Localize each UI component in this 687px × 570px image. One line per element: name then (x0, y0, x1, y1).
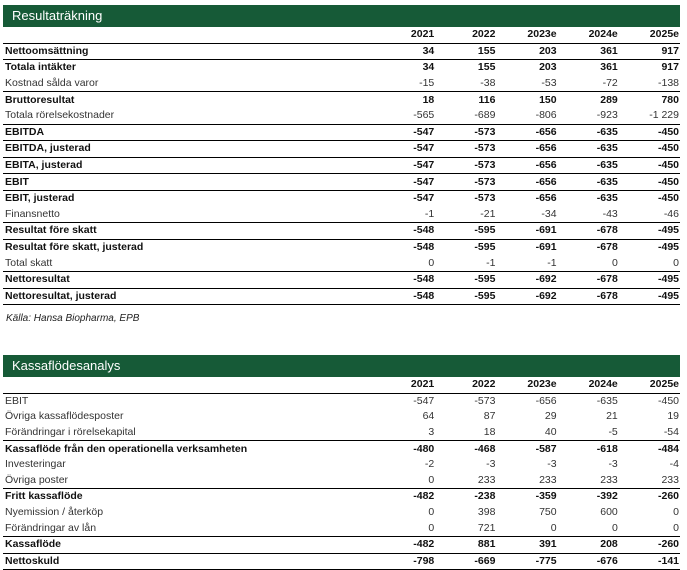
row-label: Övriga poster (5, 473, 69, 486)
row-label: Total skatt (5, 256, 53, 269)
year-header: 2025e (619, 377, 680, 393)
row-value: -238 (435, 489, 496, 505)
row-value: -450 (619, 157, 680, 174)
row-value: 361 (558, 60, 619, 76)
row-value: 233 (539, 473, 557, 486)
table-row (3, 43, 680, 60)
cashflow-header-row (3, 377, 680, 393)
row-value: -573 (435, 190, 496, 206)
year-header: 2023e (496, 377, 557, 393)
table-row (3, 174, 680, 191)
row-value: -587 (496, 441, 557, 457)
row-value: -482 (374, 489, 435, 505)
row-label: Kassaflöde (3, 536, 374, 553)
row-value: 0 (428, 256, 435, 269)
row-label: Resultat före skatt, justerad (3, 239, 374, 255)
table-row (3, 207, 680, 223)
row-value: -547 (413, 394, 435, 407)
row-value: -618 (558, 441, 619, 457)
label-column-header (3, 27, 374, 43)
row-value: -495 (619, 223, 680, 240)
year-header: 2021 (374, 377, 435, 393)
year-header: 2024e (558, 377, 619, 393)
row-value: -43 (602, 207, 618, 220)
row-label: EBITDA (3, 124, 374, 141)
row-label: Investeringar (5, 458, 66, 471)
row-value: 881 (435, 536, 496, 553)
row-value: 780 (619, 92, 680, 108)
row-value: -573 (435, 141, 496, 158)
row-value: 233 (661, 473, 679, 486)
row-value: -450 (619, 124, 680, 141)
row-value: -678 (558, 288, 619, 305)
row-value: -450 (619, 190, 680, 206)
year-header: 2022 (435, 377, 496, 393)
row-value: -547 (374, 174, 435, 191)
row-value: 0 (673, 256, 679, 269)
row-value: -1 (486, 256, 496, 269)
row-label: EBITA, justerad (3, 157, 374, 174)
row-value: -806 (535, 109, 557, 122)
row-value: -595 (435, 239, 496, 255)
row-value: 18 (483, 426, 496, 439)
table-row (3, 393, 680, 409)
row-value: -141 (619, 553, 680, 570)
row-label: Kassaflöde från den operationella verksamheten (3, 441, 374, 457)
row-value: 19 (667, 410, 679, 423)
table-row (3, 157, 680, 174)
row-label: Fritt kassaflöde (3, 489, 374, 505)
row-label: EBIT (5, 394, 29, 407)
row-value: 87 (483, 410, 496, 423)
income-header-row (3, 27, 680, 43)
row-value: -450 (619, 174, 680, 191)
row-value: 0 (673, 506, 679, 519)
row-value: 0 (673, 521, 679, 534)
table-row (3, 239, 680, 255)
row-label: Totala intäkter (3, 60, 374, 76)
row-value: 18 (374, 92, 435, 108)
row-value: -1 (547, 256, 557, 269)
row-value: 917 (619, 60, 680, 76)
row-label: Nettoomsättning (5, 44, 89, 57)
row-value: -565 (413, 109, 435, 122)
row-value: -656 (535, 394, 557, 407)
year-header: 2022 (435, 27, 496, 43)
table-row (3, 271, 680, 288)
row-value: -635 (558, 174, 619, 191)
table-row (3, 441, 680, 457)
row-value: -692 (496, 288, 557, 305)
row-value: -3 (486, 458, 496, 471)
row-value: -548 (374, 271, 435, 288)
row-value: 203 (539, 44, 557, 57)
row-label: Finansnetto (5, 207, 60, 220)
row-value: 40 (544, 426, 557, 439)
table-row (3, 536, 680, 553)
cashflow-title: Kassaflödesanalys (3, 355, 680, 377)
table-row (3, 457, 680, 473)
table-row (3, 473, 680, 489)
row-label: Nyemission / återköp (5, 506, 104, 519)
row-value: -484 (619, 441, 680, 457)
row-value: -656 (496, 174, 557, 191)
row-value: -482 (374, 536, 435, 553)
table-row (3, 489, 680, 505)
row-value: 289 (558, 92, 619, 108)
row-value: -495 (619, 288, 680, 305)
row-value: 3 (428, 426, 435, 439)
row-label: EBIT (3, 174, 374, 191)
label-column-header (3, 377, 374, 393)
table-row (3, 288, 680, 305)
row-value: -678 (558, 239, 619, 255)
row-value: -138 (657, 77, 679, 90)
row-value: -656 (496, 157, 557, 174)
row-value: -635 (558, 157, 619, 174)
row-value: -691 (496, 223, 557, 240)
row-value: -3 (608, 458, 618, 471)
row-value: 155 (435, 60, 496, 76)
row-value: -450 (619, 141, 680, 158)
row-value: -547 (374, 157, 435, 174)
table-row (3, 553, 680, 570)
row-value: 917 (661, 44, 679, 57)
row-value: -691 (496, 239, 557, 255)
row-value: -573 (435, 124, 496, 141)
row-value: -573 (435, 174, 496, 191)
row-value: -656 (496, 124, 557, 141)
row-value: 0 (428, 506, 435, 519)
row-value: -678 (558, 223, 619, 240)
table-row (3, 60, 680, 76)
row-label: Nettoresultat, justerad (3, 288, 374, 305)
row-value: -595 (435, 271, 496, 288)
row-label: Förändringar i rörelsekapital (5, 426, 136, 439)
cashflow-table (3, 377, 680, 570)
table-row (3, 76, 680, 92)
table-row (3, 124, 680, 141)
row-value: -54 (663, 426, 679, 439)
row-value: 721 (477, 521, 496, 534)
row-value: -689 (474, 109, 496, 122)
row-label: EBIT, justerad (3, 190, 374, 206)
row-value: -72 (602, 77, 618, 90)
row-value: 391 (496, 536, 557, 553)
row-value: -692 (496, 271, 557, 288)
year-header: 2024e (558, 27, 619, 43)
year-header: 2021 (374, 27, 435, 43)
year-header: 2023e (496, 27, 557, 43)
table-row (3, 409, 680, 425)
row-value: 0 (428, 473, 435, 486)
row-value: -547 (374, 190, 435, 206)
row-value: 398 (477, 506, 496, 519)
row-value: -635 (558, 190, 619, 206)
row-value: -595 (435, 223, 496, 240)
row-label: Övriga kassaflödesposter (5, 410, 124, 423)
table-row (3, 190, 680, 206)
income-statement-title: Resultaträkning (3, 5, 680, 27)
row-value: 21 (606, 410, 618, 423)
row-value: 208 (558, 536, 619, 553)
row-value: -2 (424, 458, 435, 471)
table-row (3, 255, 680, 271)
row-value: -635 (558, 124, 619, 141)
row-value: -5 (608, 426, 618, 439)
row-value: -495 (619, 271, 680, 288)
table-row (3, 141, 680, 158)
source-note: Källa: Hansa Biopharma, EPB (6, 313, 140, 324)
row-value: -468 (435, 441, 496, 457)
row-value: 361 (600, 44, 618, 57)
row-label: Förändringar av lån (5, 521, 97, 534)
row-value: -1 229 (649, 109, 679, 122)
row-value: -923 (596, 109, 618, 122)
row-value: -548 (374, 239, 435, 255)
table-row (3, 505, 680, 521)
row-value: -798 (374, 553, 435, 570)
row-label: Kostnad sålda varor (5, 77, 99, 90)
row-value: -15 (419, 77, 435, 90)
row-value: 0 (611, 521, 618, 534)
row-label: Nettoresultat (3, 271, 374, 288)
row-value: 64 (422, 410, 435, 423)
row-value: 0 (611, 256, 618, 269)
row-value: -573 (435, 157, 496, 174)
row-value: -260 (619, 489, 680, 505)
year-header: 2025e (619, 27, 680, 43)
row-value: 600 (600, 506, 618, 519)
row-value: -4 (669, 458, 679, 471)
table-row (3, 425, 680, 441)
row-value: -3 (547, 458, 557, 471)
row-value: 155 (477, 44, 496, 57)
row-label: Totala rörelsekostnader (5, 109, 115, 122)
row-value: -21 (480, 207, 496, 220)
table-row (3, 223, 680, 240)
row-value: 150 (496, 92, 557, 108)
row-value: 233 (477, 473, 496, 486)
row-value: -656 (496, 190, 557, 206)
row-value: -480 (374, 441, 435, 457)
row-value: 29 (544, 410, 557, 423)
row-label: EBITDA, justerad (3, 141, 374, 158)
row-value: -678 (558, 271, 619, 288)
table-row (3, 92, 680, 108)
row-value: -450 (657, 394, 679, 407)
row-value: 116 (435, 92, 496, 108)
income-statement-table (3, 27, 680, 305)
row-value: -676 (558, 553, 619, 570)
row-value: -495 (619, 239, 680, 255)
row-value: 750 (539, 506, 557, 519)
row-value: -46 (663, 207, 679, 220)
row-value: -359 (496, 489, 557, 505)
row-value: -595 (435, 288, 496, 305)
row-value: -392 (558, 489, 619, 505)
row-value: -1 (424, 207, 435, 220)
row-value: 34 (422, 44, 435, 57)
row-value: -656 (496, 141, 557, 158)
row-label: Nettoskuld (3, 553, 374, 570)
row-value: -34 (541, 207, 557, 220)
row-value: 203 (496, 60, 557, 76)
row-value: -547 (374, 141, 435, 158)
row-value: -548 (374, 288, 435, 305)
row-value: 34 (374, 60, 435, 76)
row-value: -38 (480, 77, 496, 90)
row-label: Resultat före skatt (3, 223, 374, 240)
table-row (3, 520, 680, 536)
row-label: Bruttoresultat (3, 92, 374, 108)
row-value: 0 (428, 521, 435, 534)
row-value: -669 (435, 553, 496, 570)
table-row (3, 108, 680, 124)
row-value: -260 (619, 536, 680, 553)
row-value: -635 (596, 394, 618, 407)
row-value: -53 (541, 77, 557, 90)
row-value: 233 (600, 473, 618, 486)
row-value: -635 (558, 141, 619, 158)
row-value: -573 (474, 394, 496, 407)
row-value: -547 (374, 124, 435, 141)
row-value: 0 (550, 521, 557, 534)
row-value: -548 (374, 223, 435, 240)
row-value: -775 (496, 553, 557, 570)
